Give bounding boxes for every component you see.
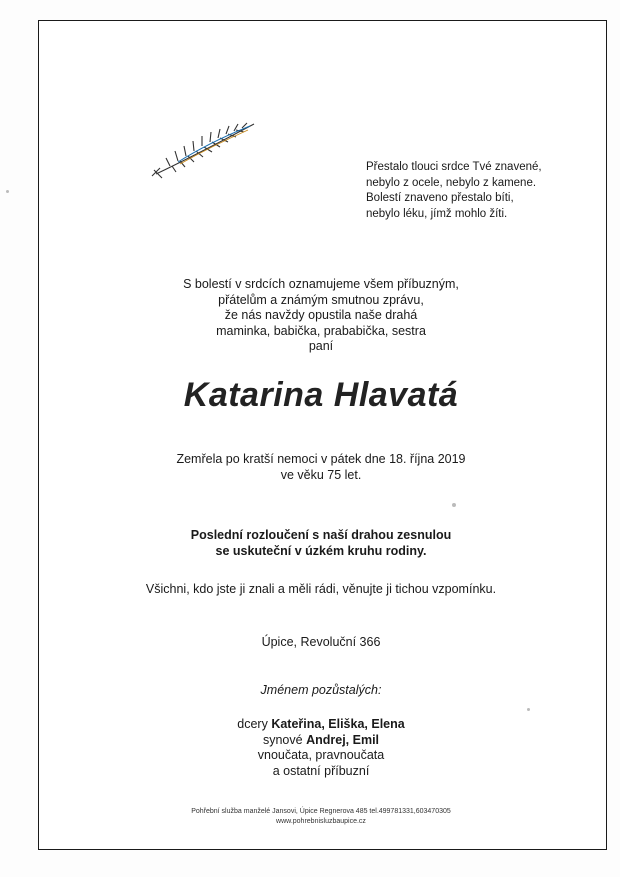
death-line: Zemřela po kratší nemoci v pátek dne 18. října 2019 bbox=[176, 452, 466, 466]
announcement-line: že nás navždy opustila naše drahá bbox=[224, 308, 418, 322]
poem-line: nebylo z ocele, nebylo z kamene. bbox=[366, 176, 537, 189]
feather-icon bbox=[150, 118, 260, 180]
poem bbox=[366, 160, 542, 222]
relatives-grandchildren: vnoučata, pravnoučata bbox=[257, 748, 385, 762]
paper-speck bbox=[527, 708, 530, 711]
paper-speck bbox=[6, 190, 9, 193]
announcement-line: paní bbox=[308, 339, 334, 353]
poem-line: Přestalo tlouci srdce Tvé znavené, bbox=[366, 161, 542, 173]
announcement bbox=[40, 277, 602, 355]
footer-company: Pohřební služba manželé Jansovi, Úpice Regnerova 485 tel.499781331,603470305 bbox=[191, 808, 451, 815]
poem-line: nebylo léku, jímž mohlo žíti. bbox=[366, 207, 508, 220]
memory-text: Všichni, kdo jste ji znali a měli rádi, věnujte ji tichou vzpomínku. bbox=[145, 582, 497, 596]
behalf-text: Jménem pozůstalých: bbox=[260, 683, 382, 697]
farewell-line: Poslední rozloučení s naší drahou zesnulou bbox=[190, 528, 452, 542]
footer-website: www.pohrebnisluzbaupice.cz bbox=[276, 818, 366, 825]
announcement-line: maminka, babička, prababička, sestra bbox=[216, 323, 426, 338]
announcement-line: přátelům a známým smutnou zprávu, bbox=[218, 292, 424, 307]
farewell-info bbox=[40, 527, 602, 559]
paper-speck bbox=[452, 503, 456, 507]
death-line: ve věku 75 let. bbox=[280, 467, 362, 482]
poem-line: Bolestí znaveno přestalo bíti, bbox=[366, 192, 514, 204]
death-info bbox=[40, 452, 602, 483]
announcement-line: S bolestí v srdcích oznamujeme všem příbuzným, bbox=[183, 277, 459, 291]
relatives-others: a ostatní příbuzní bbox=[272, 763, 370, 778]
address-text: Úpice, Revoluční 366 bbox=[261, 635, 381, 649]
relatives-daughters: dcery Kateřina, Eliška, Elena bbox=[237, 717, 405, 731]
footer bbox=[40, 807, 602, 827]
deceased-name: Katarina Hlavatá bbox=[183, 376, 459, 414]
relatives bbox=[40, 717, 602, 779]
farewell-line: se uskuteční v úzkém kruhu rodiny. bbox=[215, 544, 427, 558]
relatives-sons: synové Andrej, Emil bbox=[262, 732, 380, 747]
